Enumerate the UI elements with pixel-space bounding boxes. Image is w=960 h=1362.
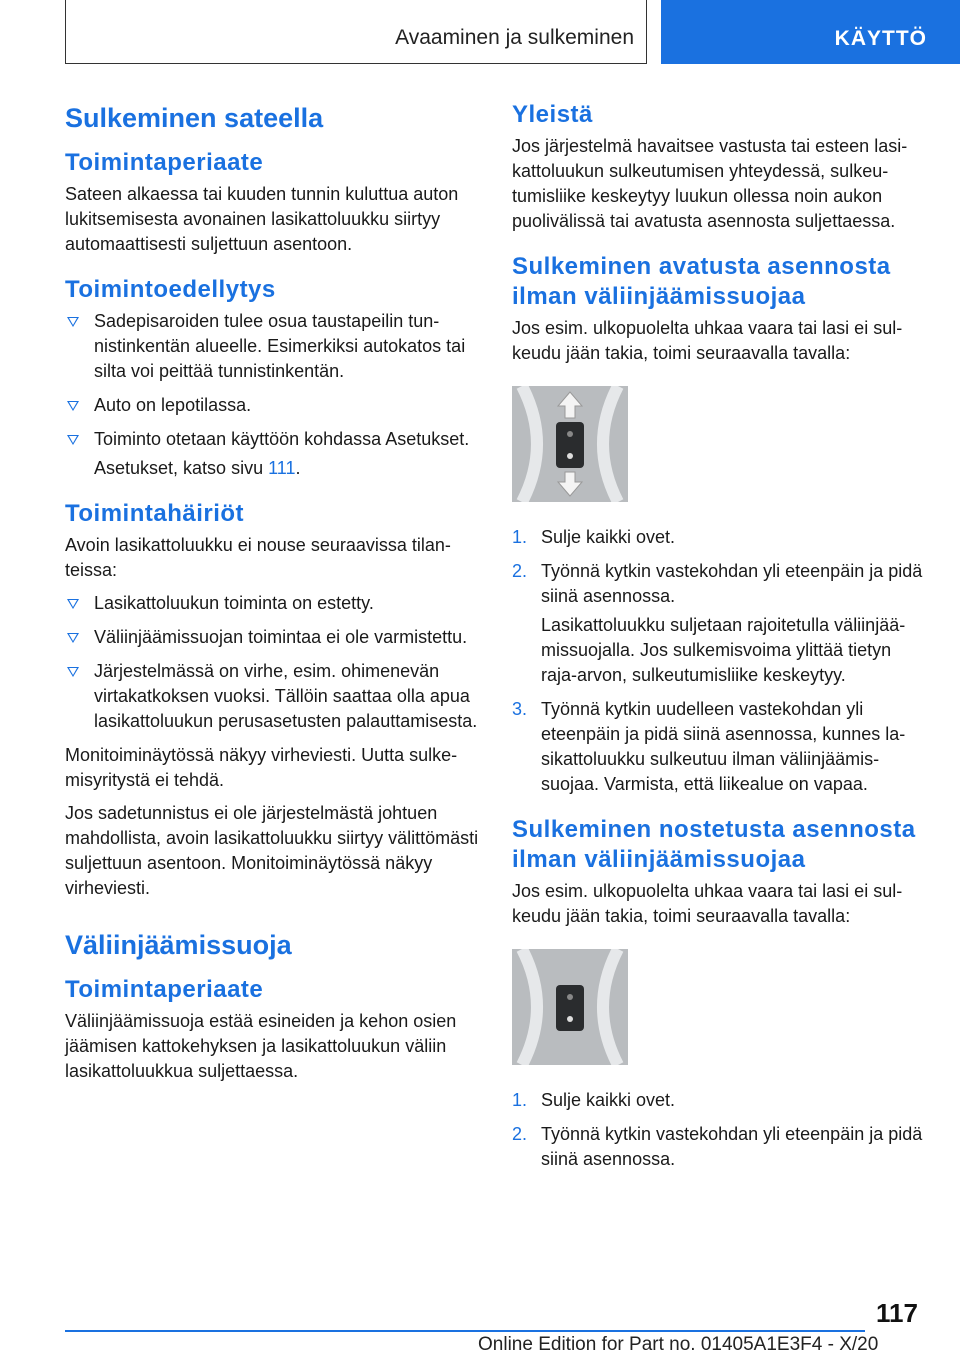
paragraph: Monitoiminäytössä näkyy virheviesti. Uutta sulkemisyritystä ei tehdä. bbox=[65, 745, 458, 790]
triangle-bullet-icon bbox=[67, 317, 79, 327]
right-column bbox=[512, 100, 927, 1181]
section-title: Väliinjäämissuoja bbox=[65, 930, 292, 960]
header-section-title: Avaaminen ja sulkeminen bbox=[395, 26, 634, 49]
subheading-faults: Toimintahäiriöt bbox=[65, 500, 245, 527]
triangle-bullet-icon bbox=[67, 667, 79, 677]
list-item: 1. Sulje kaikki ovet. bbox=[512, 527, 676, 547]
list-item: 2. Työnnä kytkin vastekohdan yli eteenpäin ja pidä siinä asennossa. Lasikattoluukku suljetaan rajoitetulla väliinjäämissuojalla. Jos sulkemisvoima ylittää tietyn raja-arvon, sulkeutumisliike keskeytyy. bbox=[512, 559, 927, 688]
page-number: 117 bbox=[876, 1298, 918, 1328]
left-column bbox=[65, 100, 480, 1092]
footer-edition: Online Edition for Part no. 01405A1E3F4 - X/20 bbox=[478, 1334, 879, 1355]
roof-switch-illustration bbox=[512, 386, 628, 502]
subheading-close-raised: Sulkeminen nostetusta asennosta ilman väliinjäämissuojaa bbox=[512, 816, 916, 873]
list-item: Järjestelmässä on virhe, esim. ohimenevän virtakatkoksen vuoksi. Tällöin saattaa olla apua lasikattoluukun perusasetusten palauttamisesta. bbox=[65, 659, 480, 734]
paragraph: Jos sadetunnistus ei ole järjestelmästä johtuen mahdollista, avoin lasikattoluukku siirtyy välittömästi suljettuun asentoon. Monitoiminäytössä näkyy virheviesti. bbox=[65, 803, 479, 898]
list-item: Väliinjäämissuojan toimintaa ei ole varmistettu. bbox=[65, 625, 480, 650]
paragraph: Jos järjestelmä havaitsee vastusta tai esteen lasikattoluukun sulkeutumisen yhteydessä, sulkeutumisliike keskeytyy luukun ollessa noin aukon puolivälissä tai avatusta asennosta suljettaessa. bbox=[512, 136, 908, 231]
header-chapter-tab: KÄYTTÖ bbox=[661, 0, 960, 64]
section-title: Sulkeminen sateella bbox=[65, 103, 324, 133]
steps-list bbox=[512, 525, 927, 797]
triangle-bullet-icon bbox=[67, 435, 79, 445]
list-item: 3. Työnnä kytkin uudelleen vastekohdan yli eteenpäin ja pidä siinä asennossa, kunnes lasikattoluukku sulkeutuu ilman väliinjäämissuojaa. Varmista, että liikealue on vapaa. bbox=[512, 699, 906, 794]
subheading-close-open: Sulkeminen avatusta asennosta ilman väliinjäämissuojaa bbox=[512, 253, 891, 310]
subheading-conditions: Toimintoedellytys bbox=[65, 276, 276, 303]
roof-switch-illustration bbox=[512, 949, 628, 1065]
subheading-principle: Toimintaperiaate bbox=[65, 149, 264, 176]
steps-list bbox=[512, 1088, 927, 1172]
step-note: Lasikattoluukku suljetaan rajoitetulla väliinjäämissuojalla. Jos sulkemisvoima ylittää tietyn raja-arvon, sulkeutumisliike keskeytyy. bbox=[541, 615, 906, 685]
triangle-bullet-icon bbox=[67, 401, 79, 411]
list-item: 2. Työnnä kytkin vastekohdan yli eteenpäin ja pidä siinä asennossa. bbox=[512, 1124, 923, 1169]
list-item: Auto on lepotilassa. bbox=[65, 393, 480, 418]
subheading-general: Yleistä bbox=[512, 101, 593, 128]
subheading-principle: Toimintaperiaate bbox=[65, 976, 264, 1003]
paragraph: Jos esim. ulkopuolelta uhkaa vaara tai lasi ei sulkeudu jään takia, toimi seuraavalla tavalla: bbox=[512, 881, 903, 926]
list-item: Sadepisaroiden tulee osua taustapeilin tunnistinkentän alueelle. Esimerkiksi autokatos tai silta voi peittää tunnistinkentän. bbox=[65, 309, 480, 384]
list-item: Toiminto otetaan käyttöön kohdassa Asetukset. Asetukset, katso sivu 111. bbox=[65, 427, 480, 481]
page-link[interactable]: 111 bbox=[268, 458, 296, 478]
paragraph: Avoin lasikattoluukku ei nouse seuraavissa tilanteissa: bbox=[65, 535, 451, 580]
conditions-list bbox=[65, 309, 480, 481]
footer-divider bbox=[65, 1330, 865, 1332]
triangle-bullet-icon bbox=[67, 599, 79, 609]
paragraph: Jos esim. ulkopuolelta uhkaa vaara tai lasi ei sulkeudu jään takia, toimi seuraavalla tavalla: bbox=[512, 318, 903, 363]
triangle-bullet-icon bbox=[67, 633, 79, 643]
list-item: Lasikattoluukun toiminta on estetty. bbox=[65, 591, 480, 616]
list-item: 1. Sulje kaikki ovet. bbox=[512, 1090, 676, 1110]
faults-list bbox=[65, 591, 480, 734]
page-reference: Asetukset, katso sivu 111. bbox=[94, 458, 301, 478]
paragraph: Sateen alkaessa tai kuuden tunnin kuluttua auton lukitsemisesta avonainen lasikattoluukku siirtyy automaattisesti suljettuun asentoon. bbox=[65, 184, 459, 254]
paragraph: Väliinjäämissuoja estää esineiden ja kehon osien jäämisen kattokehyksen ja lasikattoluukun väliin lasikattoluukkua suljettaessa. bbox=[65, 1011, 457, 1081]
